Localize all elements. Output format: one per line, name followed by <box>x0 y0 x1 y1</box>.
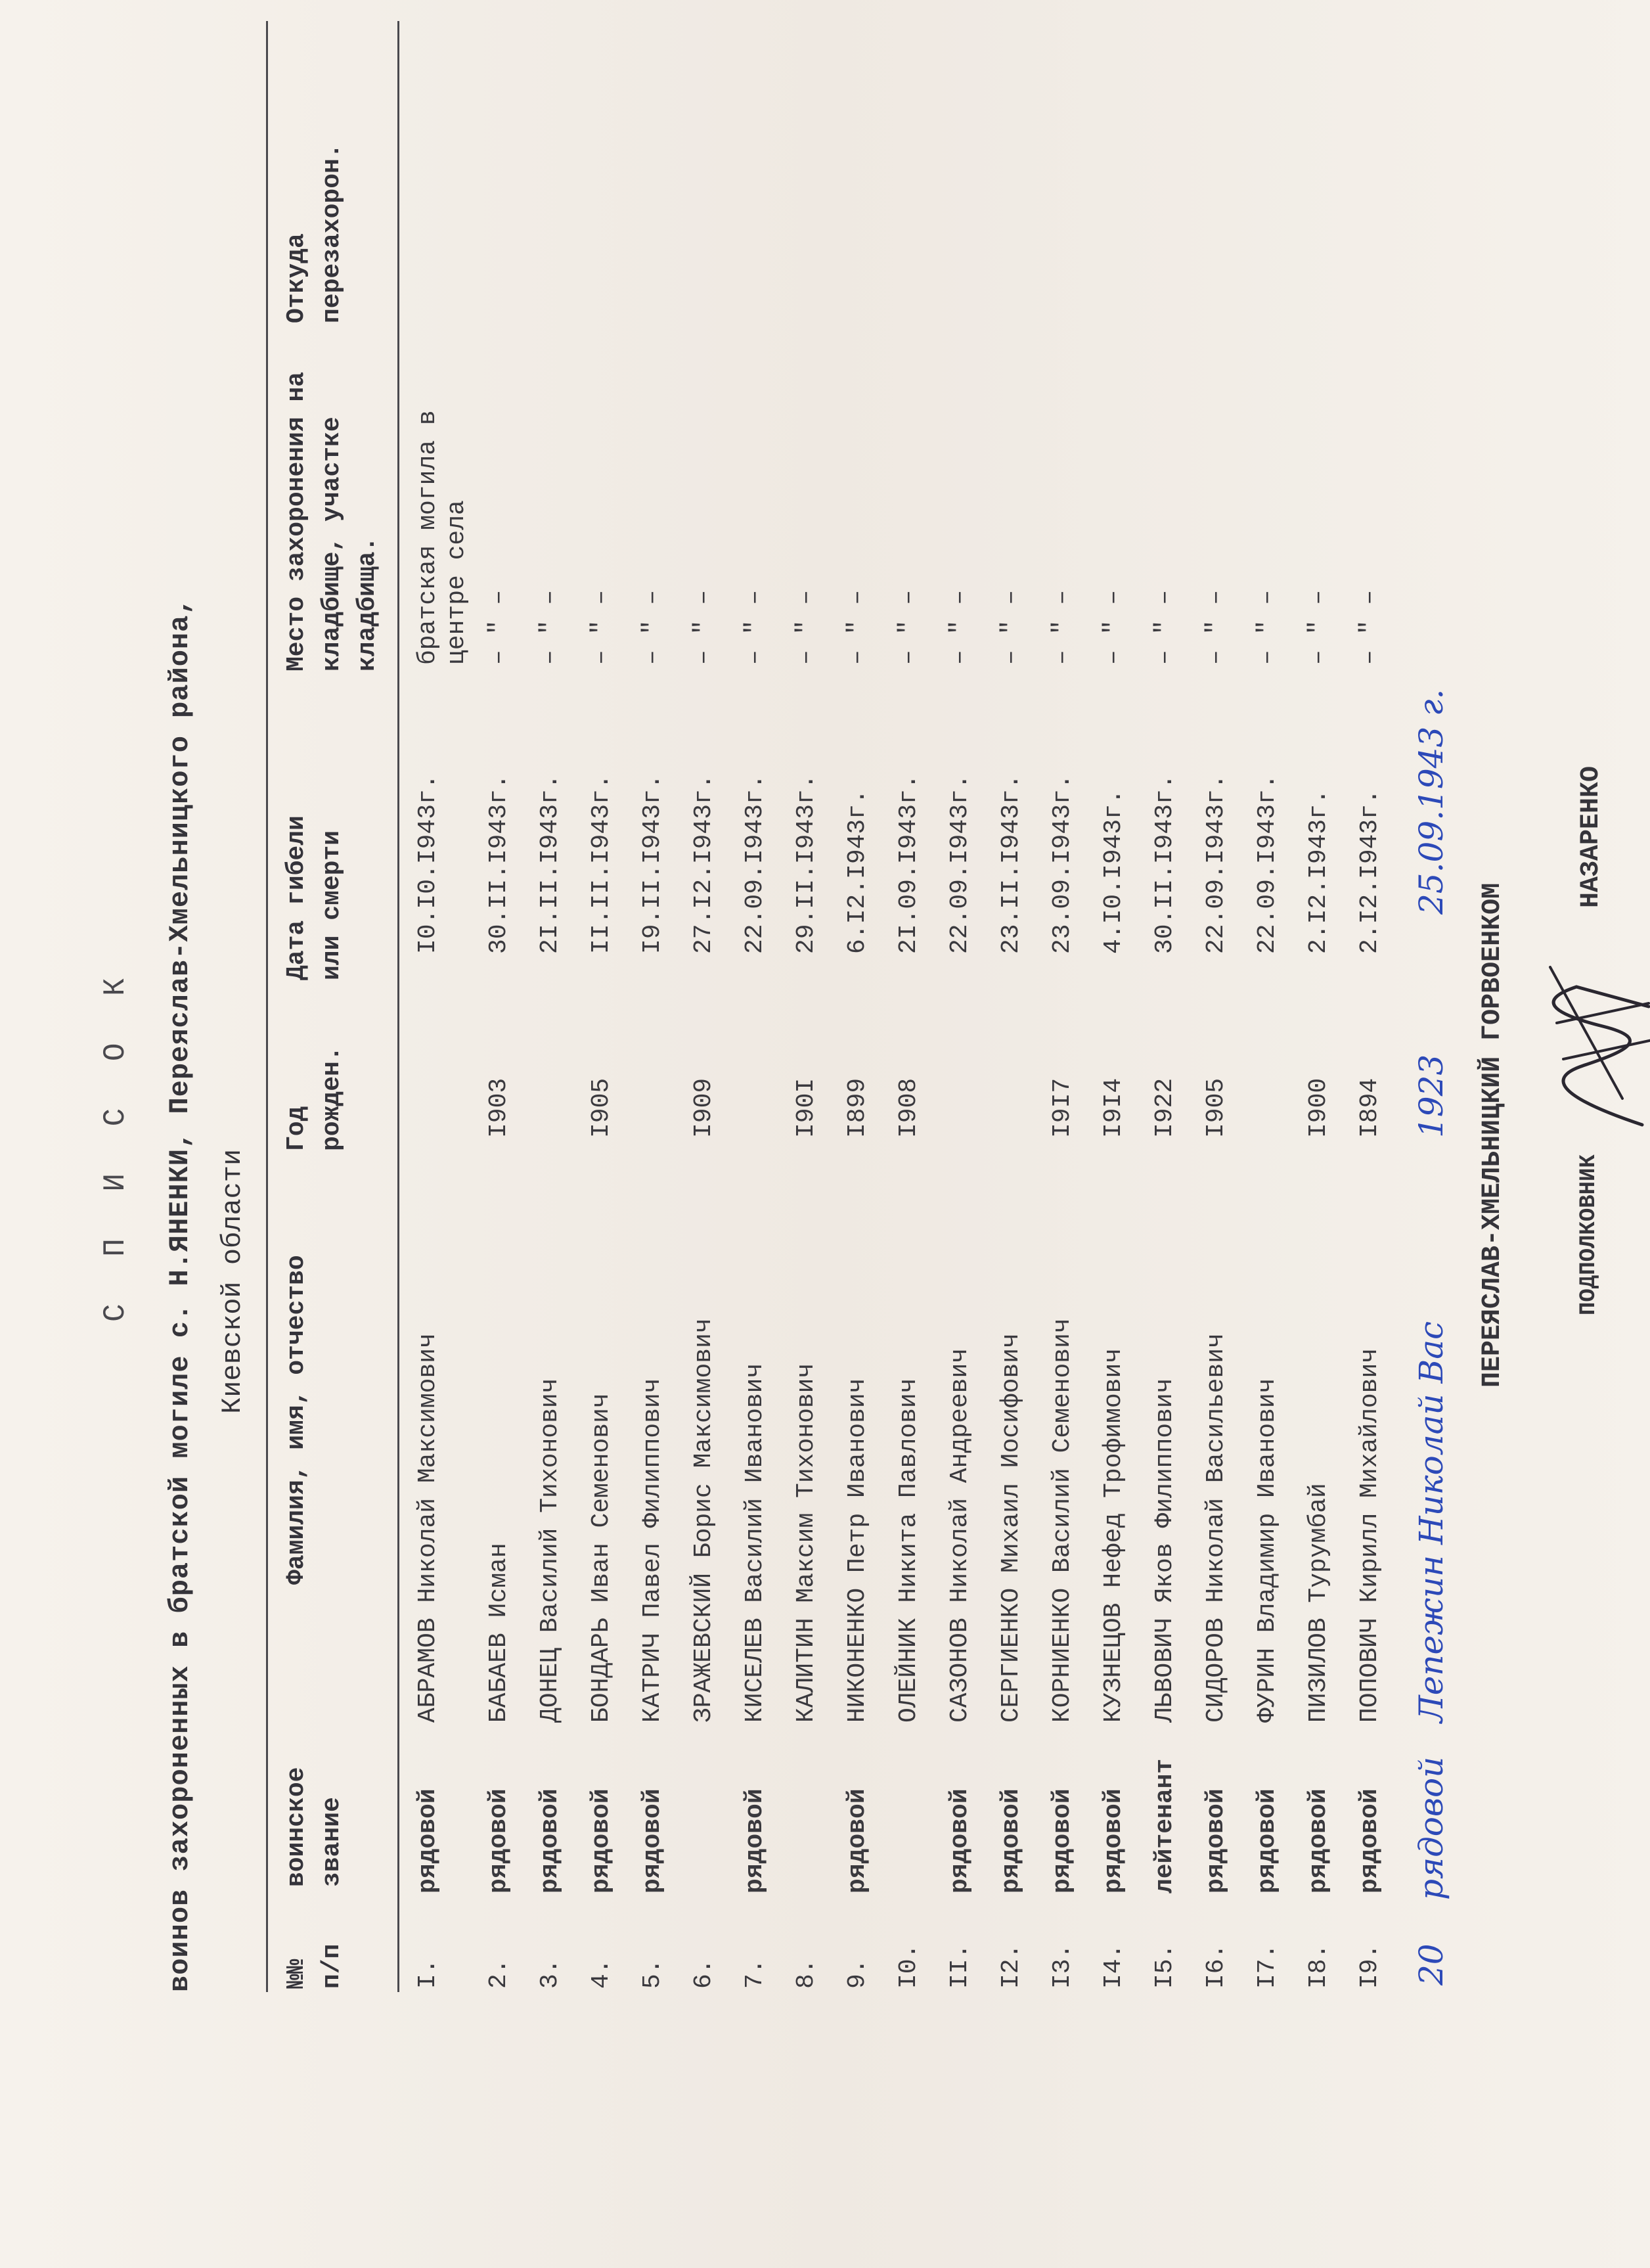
row-date: II.II.I943г. <box>587 774 615 954</box>
document-subtitle-line1: воинов захороненных в братской могиле с. Н.ЯНЕНКИ, Переяслав-Хмельницкого района, <box>164 597 196 1992</box>
row-num: I2. <box>997 1943 1025 1989</box>
row-date: 23.II.I943г. <box>997 774 1025 954</box>
row-num: I8. <box>1304 1943 1333 1989</box>
row-num: I. <box>414 1959 442 1989</box>
row-date: 22.09.I943г. <box>1202 774 1230 954</box>
header-year: Год рожден. <box>282 1046 346 1151</box>
handwritten-row-date: 25.09.1943 г. <box>1412 689 1450 915</box>
row-rank: рядовой <box>843 1788 872 1894</box>
row-rank: рядовой <box>536 1788 564 1894</box>
row-place: – " – <box>1151 589 1179 665</box>
row-date: 22.09.I943г. <box>946 774 974 954</box>
row-place: – " – <box>1202 589 1230 665</box>
footer-rank: ПОДПОЛКОВНИК <box>1576 1154 1601 1315</box>
row-place: – " – <box>1356 589 1384 665</box>
row-num: 3. <box>536 1959 564 1989</box>
row-num: II. <box>946 1943 974 1989</box>
table-header-bottom-rule <box>397 21 399 1992</box>
header-name: Фамилия, имя, отчество <box>282 1255 311 1585</box>
row-date: 22.09.I943г. <box>1253 774 1282 954</box>
row-place: – " – <box>485 589 513 665</box>
document-title: С П И С О К <box>99 963 133 1322</box>
row-date: 29.II.I943г. <box>792 774 820 954</box>
row-place: – " – <box>1304 589 1333 665</box>
row-name: СЕРГИЕНКО Михаил Иосифович <box>997 1333 1025 1723</box>
row-name: ПИЗИЛОВ Турумбай <box>1304 1483 1333 1723</box>
row-rank: рядовой <box>638 1788 667 1894</box>
row-num: 5. <box>638 1959 667 1989</box>
row-num: I0. <box>895 1943 923 1989</box>
row-rank: рядовой <box>741 1788 769 1894</box>
row-name: ЗРАЖЕВСКИЙ Борис Максимович <box>690 1318 718 1723</box>
header-from: Откуда перезахорон. <box>282 143 346 323</box>
table-header-top-rule <box>266 21 268 1992</box>
row-date: 23.09.I943г. <box>1048 774 1077 954</box>
footer-surname: НАЗАРЕНКО <box>1576 765 1606 908</box>
row-place: – " – <box>843 589 872 665</box>
row-name: КАТРИЧ Павел Филиппович <box>638 1378 667 1723</box>
row-num: I7. <box>1253 1943 1282 1989</box>
footer-commissar-title: ПЕРЕЯСЛАВ-ХМЕЛЬНИЦКИЙ ГОРВОЕНКОМ <box>1478 882 1507 1388</box>
row-place: – " – <box>1048 589 1077 665</box>
handwritten-row-rank: рядовой <box>1412 1756 1450 1900</box>
row-name: НИКОНЕНКО Петр Иванович <box>843 1378 872 1723</box>
row-num: I9. <box>1356 1943 1384 1989</box>
row-place: – " – <box>946 589 974 665</box>
row-year: I905 <box>1202 1077 1230 1138</box>
row-date: 2I.09.I943г. <box>895 774 923 954</box>
row-name: БАБАЕВ Исман <box>485 1543 513 1723</box>
row-rank: рядовой <box>1100 1788 1128 1894</box>
row-date: 22.09.I943г. <box>741 774 769 954</box>
row-num: 4. <box>587 1959 615 1989</box>
row-name: АБРАМОВ Николай Максимович <box>414 1333 442 1723</box>
row-place: – " – <box>690 589 718 665</box>
row-place: – " – <box>638 589 667 665</box>
row-rank: рядовой <box>997 1788 1025 1894</box>
header-rank: воинское звание <box>282 1767 346 1887</box>
row-rank: рядовой <box>1253 1788 1282 1894</box>
row-name: ФУРИН Владимир Иванович <box>1253 1378 1282 1723</box>
row-name: САЗОНОВ Николай Андреевич <box>946 1348 974 1723</box>
row-place: – " – <box>895 589 923 665</box>
row-rank: рядовой <box>587 1788 615 1894</box>
row-num: 8. <box>792 1959 820 1989</box>
row-place: – " – <box>997 589 1025 665</box>
row-rank: лейтенант <box>1151 1758 1179 1894</box>
row-name: КОРНИЕНКО Василий Семенович <box>1048 1318 1077 1723</box>
row-date: 2.I2.I943г. <box>1304 789 1333 954</box>
row-year: I922 <box>1151 1077 1179 1138</box>
row-num: I5. <box>1151 1943 1179 1989</box>
row-rank: рядовой <box>485 1788 513 1894</box>
row-num: 9. <box>843 1959 872 1989</box>
row-year: I900 <box>1304 1077 1333 1138</box>
row-year: I905 <box>587 1077 615 1138</box>
row-year: I894 <box>1356 1077 1384 1138</box>
header-num: №№ п/п <box>282 1943 346 1989</box>
row-place: – " – <box>1100 589 1128 665</box>
row-name: ОЛЕЙНИК Никита Павлович <box>895 1378 923 1723</box>
row-num: I3. <box>1048 1943 1077 1989</box>
handwritten-row-num: 20 <box>1412 1943 1450 1985</box>
row-date: I0.I0.I943г. <box>414 774 442 954</box>
row-num: 2. <box>485 1959 513 1989</box>
row-place: братская могила в центре села <box>414 410 471 665</box>
row-name: ПОПОВИЧ Кирилл Михайлович <box>1356 1348 1384 1723</box>
row-name: СИДОРОВ Николай Васильевич <box>1202 1333 1230 1723</box>
row-name: КИСЕЛЕВ Василий Иванович <box>741 1363 769 1723</box>
row-date: 27.I2.I943г. <box>690 774 718 954</box>
row-place: – " – <box>587 589 615 665</box>
row-year: I908 <box>895 1077 923 1138</box>
document-subtitle-line2: Киевской области <box>217 1148 248 1414</box>
row-date: 30.II.I943г. <box>485 774 513 954</box>
row-num: 6. <box>690 1959 718 1989</box>
row-date: 2I.II.I943г. <box>536 774 564 954</box>
row-year: I899 <box>843 1077 872 1138</box>
row-place: – " – <box>536 589 564 665</box>
row-name: БОНДАРЬ Иван Семенович <box>587 1393 615 1723</box>
row-num: I4. <box>1100 1943 1128 1989</box>
row-place: – " – <box>792 589 820 665</box>
row-name: КУЗНЕЦОВ Нефед Трофимович <box>1100 1348 1128 1723</box>
header-place: Место захоронения на кладбище, участке кладбища. <box>282 371 382 671</box>
row-year: I9I4 <box>1100 1077 1128 1138</box>
row-place: – " – <box>741 589 769 665</box>
row-date: 30.II.I943г. <box>1151 774 1179 954</box>
row-date: 2.I2.I943г. <box>1356 789 1384 954</box>
row-num: 7. <box>741 1959 769 1989</box>
row-rank: рядовой <box>1304 1788 1333 1894</box>
row-year: I90I <box>792 1077 820 1138</box>
row-date: 4.I0.I943г. <box>1100 789 1128 954</box>
row-name: ЛЬВОВИЧ Яков Филиппович <box>1151 1378 1179 1723</box>
row-date: 6.I2.I943г. <box>843 789 872 954</box>
row-year: I903 <box>485 1077 513 1138</box>
row-num: I6. <box>1202 1943 1230 1989</box>
handwritten-row-name: Лепежин Николай Вас <box>1412 1321 1450 1723</box>
handwritten-row-year: 1923 <box>1412 1054 1450 1138</box>
row-year: I9I7 <box>1048 1077 1077 1138</box>
header-date: Дата гибели или смерти <box>282 815 346 980</box>
row-date: I9.II.I943г. <box>638 774 667 954</box>
row-rank: рядовой <box>1048 1788 1077 1894</box>
row-rank: рядовой <box>414 1788 442 1894</box>
row-name: КАЛИТИН Максим Тихонович <box>792 1363 820 1723</box>
row-rank: рядовой <box>946 1788 974 1894</box>
row-rank: рядовой <box>1202 1788 1230 1894</box>
row-name: ДОНЕЦ Василий Тихонович <box>536 1378 564 1723</box>
row-year: I909 <box>690 1077 718 1138</box>
row-place: – " – <box>1253 589 1282 665</box>
signature-image <box>1524 941 1650 1138</box>
row-rank: рядовой <box>1356 1788 1384 1894</box>
